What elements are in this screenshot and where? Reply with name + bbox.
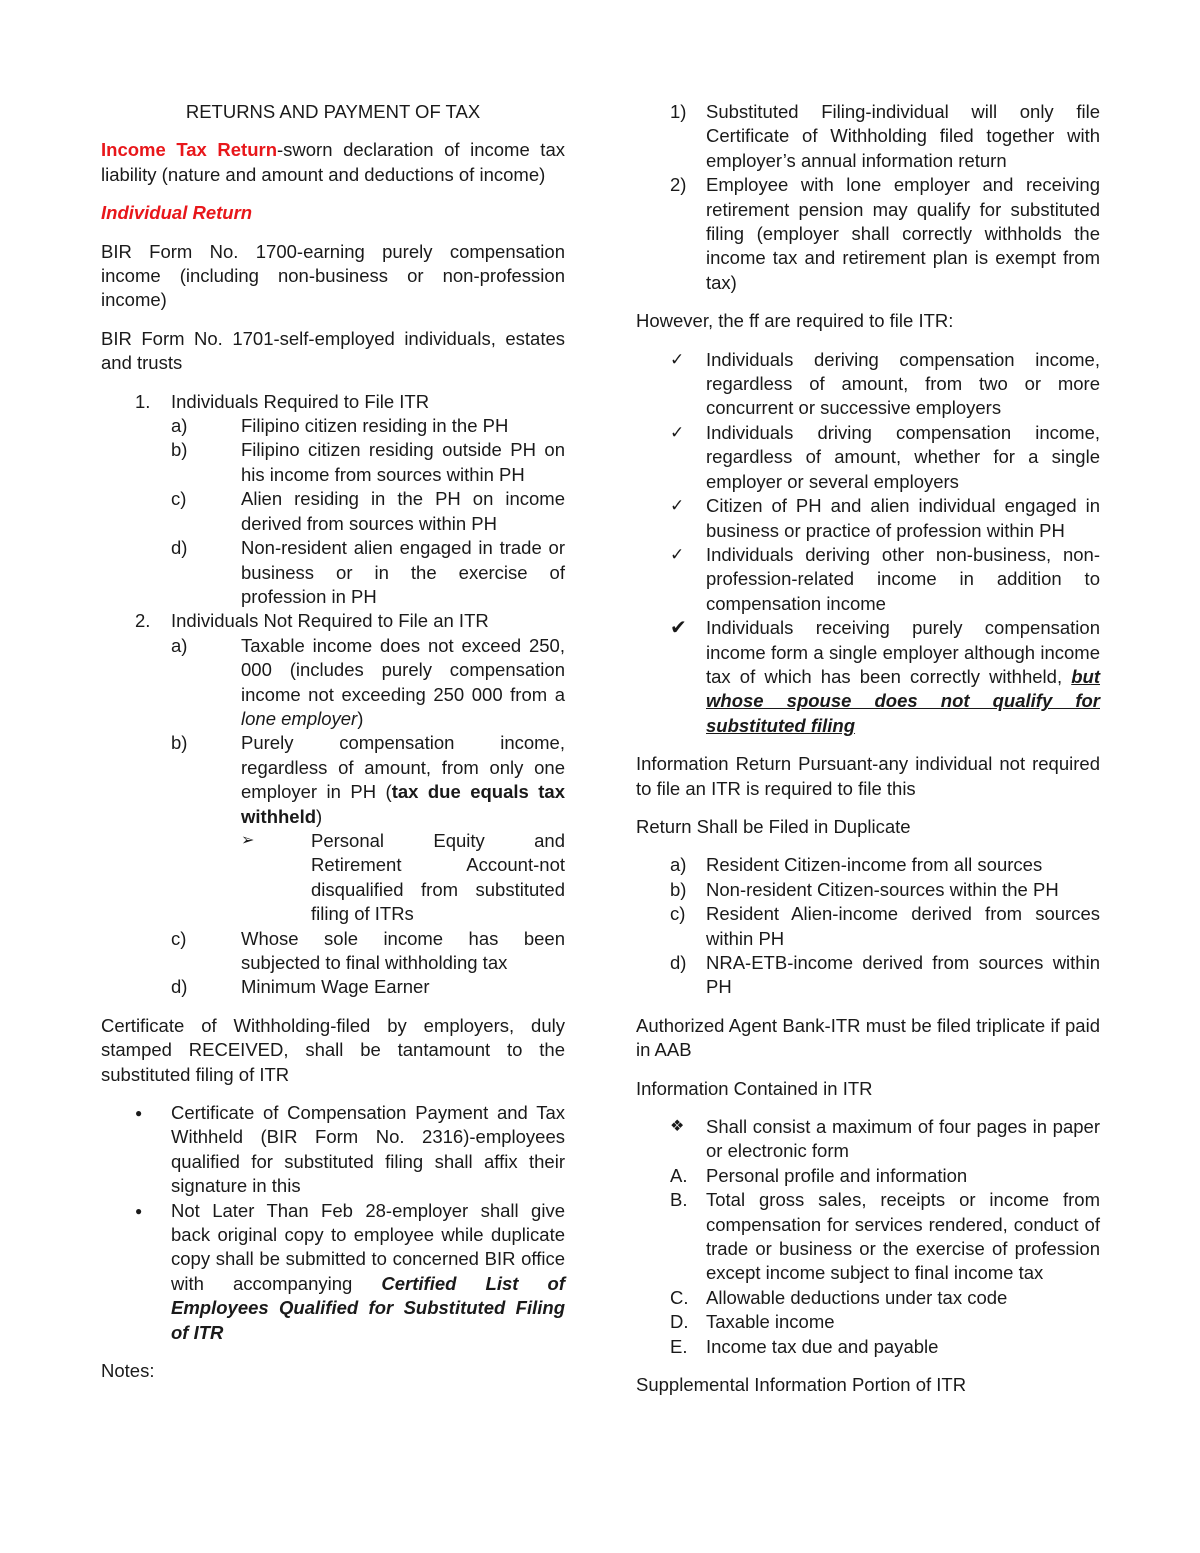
- list-item: c) Whose sole income has been subjected to final withholding tax: [171, 927, 565, 973]
- itr-definition-text: -sworn declaration of income tax liability (nature and amount and deductions of income): [101, 139, 565, 185]
- checkmark-icon: ✓: [670, 349, 685, 369]
- list-item: b) Filipino citizen residing outside PH on his income from sources within PH: [171, 439, 565, 485]
- list-item: d) Non-resident alien engaged in trade or business or in the exercise of profession in PH: [171, 537, 565, 607]
- list-item: B. Total gross sales, receipts or income from compensation for services rendered, conduct of trade or business or the exercise of profession except income subject to final income tax: [670, 1189, 1100, 1284]
- list-item: C. Allowable deductions under tax code: [670, 1286, 1008, 1308]
- list-item: A. Personal profile and information: [670, 1164, 968, 1186]
- list-item: b) Purely compensation income, regardless of amount, from only one employer in PH (tax due equals tax withheld): [171, 732, 565, 827]
- certificate-of-withholding: Certificate of Withholding-filed by employers, duly stamped RECEIVED, shall be tantamount to the substituted filing of ITR: [101, 1014, 565, 1085]
- checkmark-icon: ✓: [670, 496, 685, 516]
- list-item: D. Taxable income: [670, 1311, 835, 1333]
- left-column: [101, 100, 565, 1398]
- duplicate-heading: Return Shall be Filed in Duplicate: [636, 815, 911, 837]
- check-item: ✓ Citizen of PH and alien individual engaged in business or practice of profession within PH: [636, 494, 1100, 543]
- form-1700: BIR Form No. 1700-earning purely compensation income (including non-business or non-profession income): [101, 240, 565, 311]
- bullet-item: ● Not Later Than Feb 28-employer shall give back original copy to employee while duplicate copy shall be submitted to concerned BIR office with accompanying Certified List of Employees Qualified for Substituted Filing of ITR: [101, 1199, 565, 1345]
- list-item: 2) Employee with lone employer and receiving retirement pension may qualify for substituted filing (employer shall correctly withholds the income tax and retirement plan is exempt from tax): [670, 174, 1100, 293]
- checkmark-icon: ✓: [670, 544, 685, 564]
- list-item: d) NRA-ETB-income derived from sources within PH: [670, 952, 1100, 998]
- list-item: a) Filipino citizen residing in the PH: [171, 415, 509, 437]
- required-heading: 1. Individuals Required to File ITR: [135, 390, 430, 412]
- list-item: a) Taxable income does not exceed 250, 000 (includes purely compensation income not exceeding 250 000 from a lone employer): [171, 634, 565, 729]
- list-item: ➢ Personal Equity and Retirement Account-not disqualified from substituted filing of ITRs: [101, 829, 565, 927]
- itr-definition: [101, 138, 565, 187]
- diamond-item: ❖ Shall consist a maximum of four pages in paper or electronic form: [636, 1115, 1100, 1164]
- itr-term: Income Tax Return: [101, 139, 277, 161]
- diamond-bullet-icon: ❖: [670, 1118, 685, 1136]
- not-required-heading: 2. Individuals Not Required to File an ITR: [135, 610, 489, 632]
- bullet-dot-icon: ●: [135, 1203, 143, 1218]
- form-1701: BIR Form No. 1701-self-employed individuals, estates and trusts: [101, 327, 565, 374]
- heavy-checkmark-icon: ✔: [670, 617, 687, 640]
- check-item: ✓ Individuals deriving other non-business, non-profession-related income in addition to compensation income: [636, 543, 1100, 616]
- bullet-dot-icon: ●: [135, 1106, 143, 1121]
- arrow-bullet-icon: ➢: [241, 831, 255, 849]
- check-item: ✔ Individuals receiving purely compensation income form a single employer although income tax of which has been correctly withheld, but whose spouse does not qualify for substituted filing: [636, 616, 1100, 738]
- list-item: c) Alien residing in the PH on income derived from sources within PH: [171, 488, 565, 534]
- info-contained-heading: Information Contained in ITR: [636, 1077, 873, 1099]
- supplemental-heading: Supplemental Information Portion of ITR: [636, 1374, 967, 1396]
- check-item: ✓ Individuals driving compensation income, regardless of amount, whether for a single employer or several employers: [636, 421, 1100, 494]
- page-title: RETURNS AND PAYMENT OF TAX: [185, 101, 481, 122]
- individual-return-heading: Individual Return: [101, 202, 253, 224]
- list-item: 1) Substituted Filing-individual will only file Certificate of Withholding filed together with employer’s annual information return: [670, 101, 1100, 171]
- aab-text: Authorized Agent Bank-ITR must be filed triplicate if paid in AAB: [636, 1014, 1100, 1061]
- notes-label: Notes:: [101, 1360, 155, 1382]
- list-item: E. Income tax due and payable: [670, 1335, 939, 1357]
- information-return: Information Return Pursuant-any individual not required to file an ITR is required to file this: [636, 753, 1100, 799]
- list-item: c) Resident Alien-income derived from sources within PH: [670, 903, 1100, 949]
- however-text: However, the ff are required to file ITR:: [636, 310, 954, 332]
- check-item: ✓ Individuals deriving compensation income, regardless of amount, from two or more concurrent or successive employers: [636, 348, 1100, 421]
- list-item: a) Resident Citizen-income from all sources: [670, 854, 1043, 876]
- list-item: b) Non-resident Citizen-sources within the PH: [670, 878, 1059, 900]
- list-item: d) Minimum Wage Earner: [171, 976, 430, 998]
- right-column: [636, 100, 1100, 1412]
- checkmark-icon: ✓: [670, 422, 685, 442]
- bullet-item: ● Certificate of Compensation Payment and Tax Withheld (BIR Form No. 2316)-employees qualified for substituted filing shall affix their signature in this: [101, 1101, 565, 1199]
